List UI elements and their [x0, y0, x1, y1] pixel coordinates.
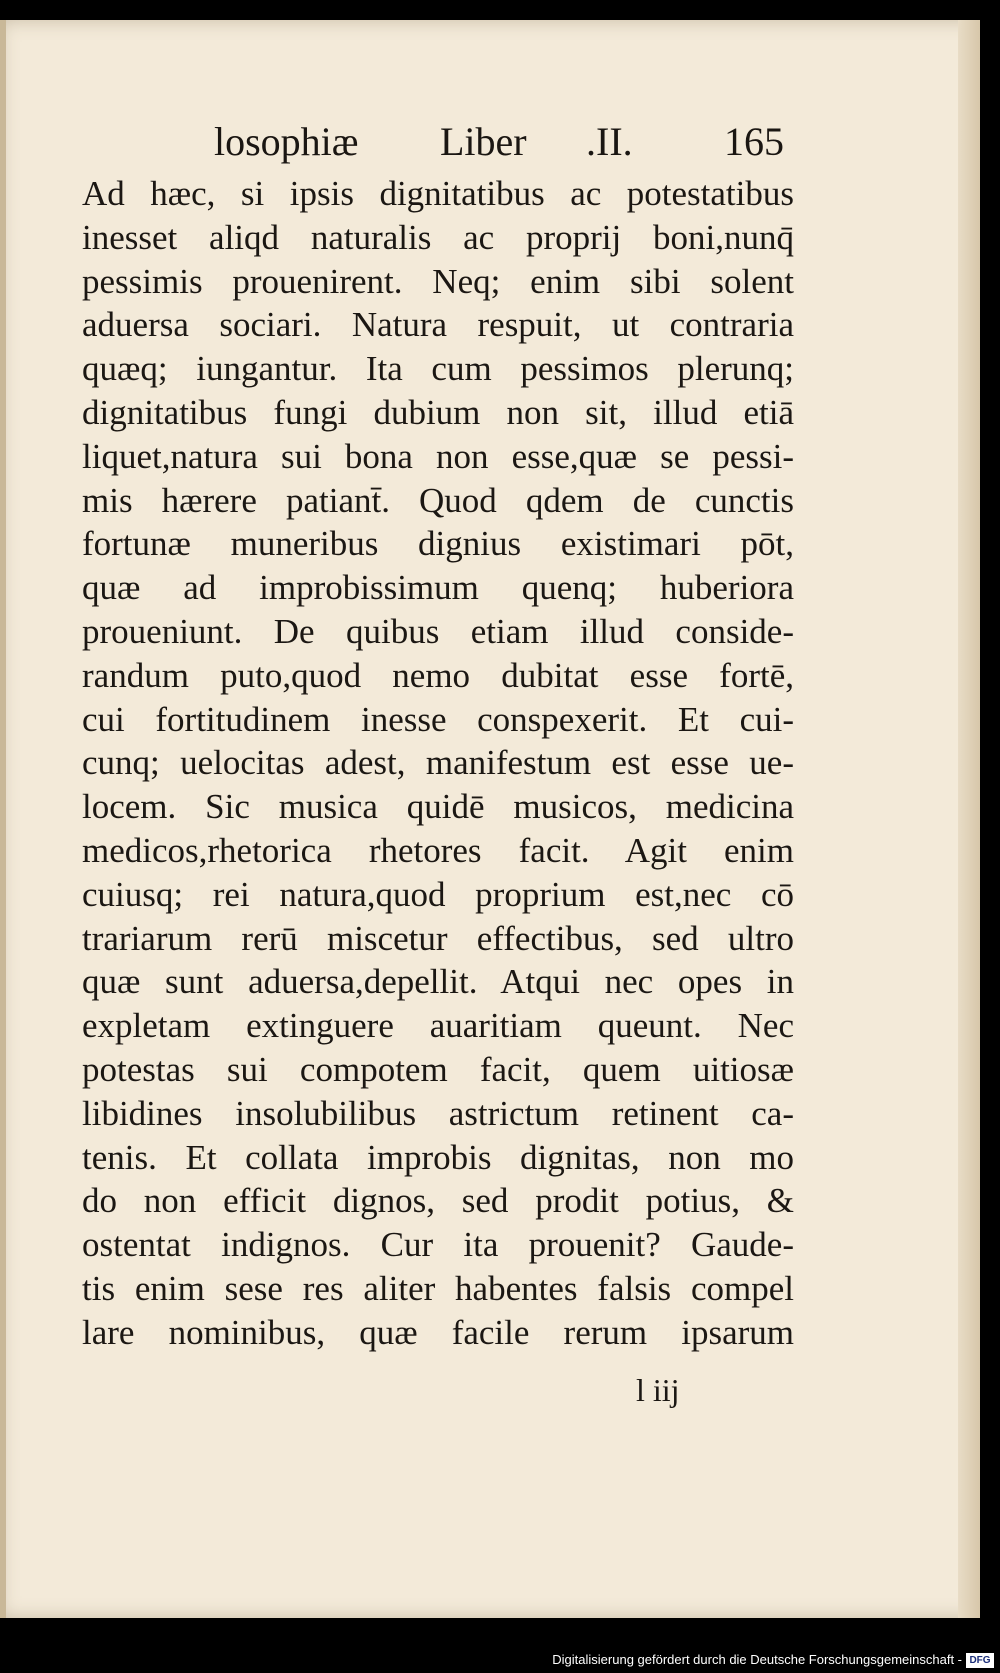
signature-mark: l iij	[636, 1372, 680, 1408]
body-text	[82, 172, 794, 1355]
text-line: trariarum rerū miscetur effectibus, sed ultro	[82, 918, 794, 958]
page-number: 165	[724, 119, 784, 164]
text-line: liquet,natura sui bona non esse,quæ se pessi-	[82, 436, 794, 476]
text-line: Ad hæc, si ipsis dignitatibus ac potestatibus	[82, 174, 794, 213]
text-line: ostentat indignos. Cur ita prouenit? Gaude-	[82, 1225, 794, 1265]
text-line: expletam extinguere auaritiam queunt. Nec	[82, 1006, 794, 1046]
page-right-edge	[958, 20, 980, 1618]
text-line: libidines insolubilibus astrictum retinent ca-	[82, 1093, 794, 1133]
funding-credit: Digitalisierung gefördert durch die Deutsche Forschungsgemeinschaft -	[552, 1652, 962, 1667]
dfg-logo: DFG	[966, 1653, 994, 1668]
text-line: randum puto,quod nemo dubitat esse fortē,	[82, 655, 794, 695]
header-title: losophiæ	[214, 119, 359, 164]
text-line: potestas sui compotem facit, quem uitiosæ	[82, 1049, 794, 1089]
text-line: quæ ad improbissimum quenq; huberiora	[82, 568, 794, 608]
text-line: mis hærere patiant̄. Quod qdem de cunctis	[82, 480, 794, 520]
text-line: lare nominibus, quæ facile rerum ipsarum	[82, 1312, 794, 1352]
text-line: locem. Sic musica quidē musicos, medicina	[82, 787, 794, 827]
text-line: dignitatibus fungi dubium non sit, illud etiā	[82, 392, 794, 432]
text-line: do non efficit dignos, sed prodit potius, &	[82, 1181, 794, 1221]
text-line: proueniunt. De quibus etiam illud conside-	[82, 611, 794, 651]
header-book: Liber	[440, 119, 527, 164]
text-line: cuiusq; rei natura,quod proprium est,nec cō	[82, 874, 794, 914]
running-header	[214, 118, 794, 168]
text-line: medicos,rhetorica rhetores facit. Agit enim	[82, 830, 794, 870]
text-line: inesset aliqd naturalis ac proprij boni,nunq̄	[82, 217, 794, 257]
text-line: pessimis prouenirent. Neq; enim sibi solent	[82, 261, 794, 301]
text-line: fortunæ muneribus dignius existimari pōt,	[82, 524, 794, 564]
text-line: tenis. Et collata improbis dignitas, non mo	[82, 1137, 794, 1177]
text-line: aduersa sociari. Natura respuit, ut contraria	[82, 305, 794, 345]
text-line: cui fortitudinem inesse conspexerit. Et cui-	[82, 699, 794, 739]
text-line: quæq; iungantur. Ita cum pessimos plerunq;	[82, 349, 794, 389]
text-line: quæ sunt aduersa,depellit. Atqui nec opes in	[82, 962, 794, 1002]
page-left-edge	[0, 20, 6, 1618]
header-book-number: .II.	[586, 119, 633, 164]
text-line: cunq; uelocitas adest, manifestum est esse ue-	[82, 743, 794, 783]
text-line: tis enim sese res aliter habentes falsis compel	[82, 1268, 794, 1308]
